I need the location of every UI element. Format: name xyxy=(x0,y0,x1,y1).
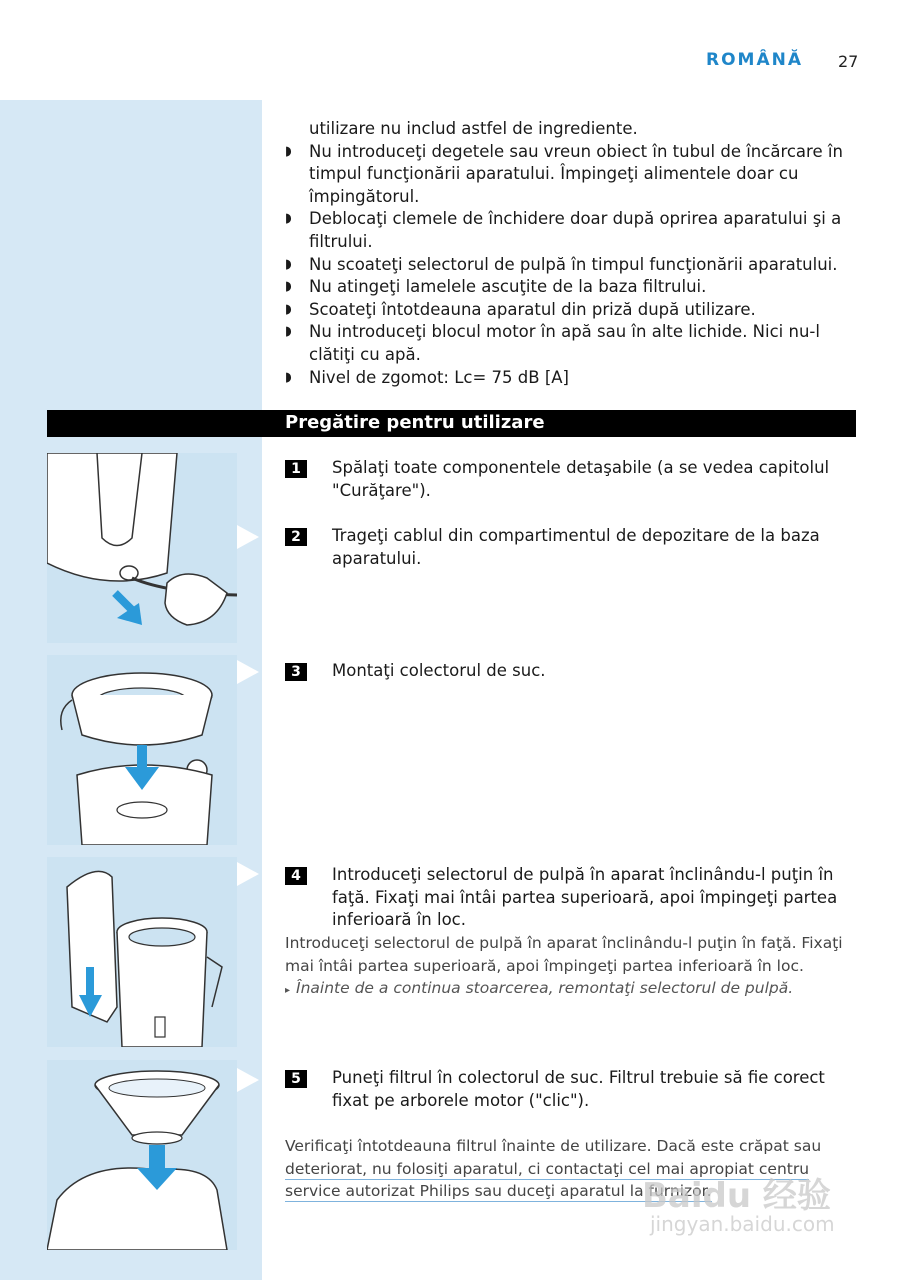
step-4 xyxy=(285,864,855,932)
step-3 xyxy=(285,660,855,683)
note-line-3: service autorizat Philips sau duceţi aparatul la furnizor. xyxy=(285,1182,712,1201)
illustration-wash-parts xyxy=(47,453,237,643)
step-5 xyxy=(285,1067,855,1112)
step-4-note xyxy=(285,932,857,1003)
step-text: Introduceţi selectorul de pulpă în aparat înclinându-l puţin în faţă. Fixaţi mai întâi partea superioară, apoi împingeţi partea inferioară în loc. xyxy=(332,865,838,930)
step-number: 2 xyxy=(285,528,307,546)
step-text: Puneţi filtrul în colectorul de suc. Filtrul trebuie să fie corect fixat pe arborele motor ("clic"). xyxy=(332,1068,825,1110)
bullet-marker-icon: ◗ xyxy=(285,324,292,340)
step-text: Trageţi cablul din compartimentul de depozitare de la baza aparatului. xyxy=(332,526,820,568)
triangle-bullet-icon: ▸ xyxy=(285,985,291,997)
warning-item: ◗ Nu atingeţi lamelele ascuţite de la baza filtrului. xyxy=(285,276,855,299)
warning-item: ◗ Nu introduceţi degetele sau vreun obiect în tubul de încărcare în timpul funcţionării aparatului. Împingeţi alimentele doar cu împingătorul. xyxy=(285,141,843,206)
language-label: ROMÂNĂ xyxy=(706,50,803,70)
warnings-list xyxy=(285,118,855,389)
step-number: 3 xyxy=(285,663,307,681)
bullet-marker-icon: ◗ xyxy=(285,279,292,295)
illustration-pulp-selector xyxy=(47,857,237,1047)
bullet-marker-icon: ◗ xyxy=(285,143,292,159)
step-number: 5 xyxy=(285,1070,307,1088)
step-1 xyxy=(285,457,855,502)
warning-item: ◗ Scoateţi întotdeauna aparatul din priză după utilizare. xyxy=(285,299,855,322)
note-line-1: Verificaţi întotdeauna filtrul înainte de utilizare. Dacă este crăpat sau xyxy=(285,1137,822,1155)
note-line-2: deteriorat, nu folosiţi aparatul, ci contactaţi cel mai apropiat centru xyxy=(285,1159,810,1178)
step-text: Spălaţi toate componentele detaşabile (a se vedea capitolul "Curăţare"). xyxy=(332,458,830,500)
triangle-pointer-icon xyxy=(237,525,259,549)
bullet-marker-icon: ◗ xyxy=(285,369,292,385)
step-number: 4 xyxy=(285,867,307,885)
page-number: 27 xyxy=(838,52,859,71)
step-number: 1 xyxy=(285,460,307,478)
section-title-bar xyxy=(47,410,856,437)
triangle-pointer-icon xyxy=(237,660,259,684)
note-sub: ▸ Înainte de a continua stoarcerea, remontaţi selectorul de pulpă. xyxy=(285,979,794,998)
warning-item: ◗ Deblocaţi clemele de închidere doar după oprirea aparatului şi a filtrului. xyxy=(285,209,842,251)
triangle-pointer-icon xyxy=(237,1068,259,1092)
triangle-pointer-icon xyxy=(237,862,259,886)
watermark-url: jingyan.baidu.com xyxy=(650,1212,835,1236)
step-text: Montaţi colectorul de suc. xyxy=(332,661,546,680)
watermark-logo: Baidu 经验 xyxy=(642,1176,831,1216)
bullet-marker-icon: ◗ xyxy=(285,301,292,317)
illustration-filter xyxy=(47,1060,237,1250)
illustration-juice-collector xyxy=(47,655,237,845)
warning-item: ◗ Nu scoateţi selectorul de pulpă în timpul funcţionării aparatului. xyxy=(285,254,855,277)
warning-item: ◗ Nivel de zgomot: Lc= 75 dB [A] xyxy=(285,367,855,390)
warning-continuation: utilizare nu includ astfel de ingrediente. xyxy=(309,119,638,138)
step-2 xyxy=(285,525,855,570)
note-text: Introduceţi selectorul de pulpă în aparat înclinându-l puţin în faţă. Fixaţi mai întâi partea superioară, apoi împingeţi partea inferioară în loc. xyxy=(285,934,843,975)
bullet-marker-icon: ◗ xyxy=(285,211,292,227)
warning-item: ◗ Nu introduceţi blocul motor în apă sau în alte lichide. Nici nu-l clătiţi cu apă. xyxy=(285,322,820,364)
bullet-marker-icon: ◗ xyxy=(285,256,292,272)
section-title: Pregătire pentru utilizare xyxy=(285,412,545,433)
